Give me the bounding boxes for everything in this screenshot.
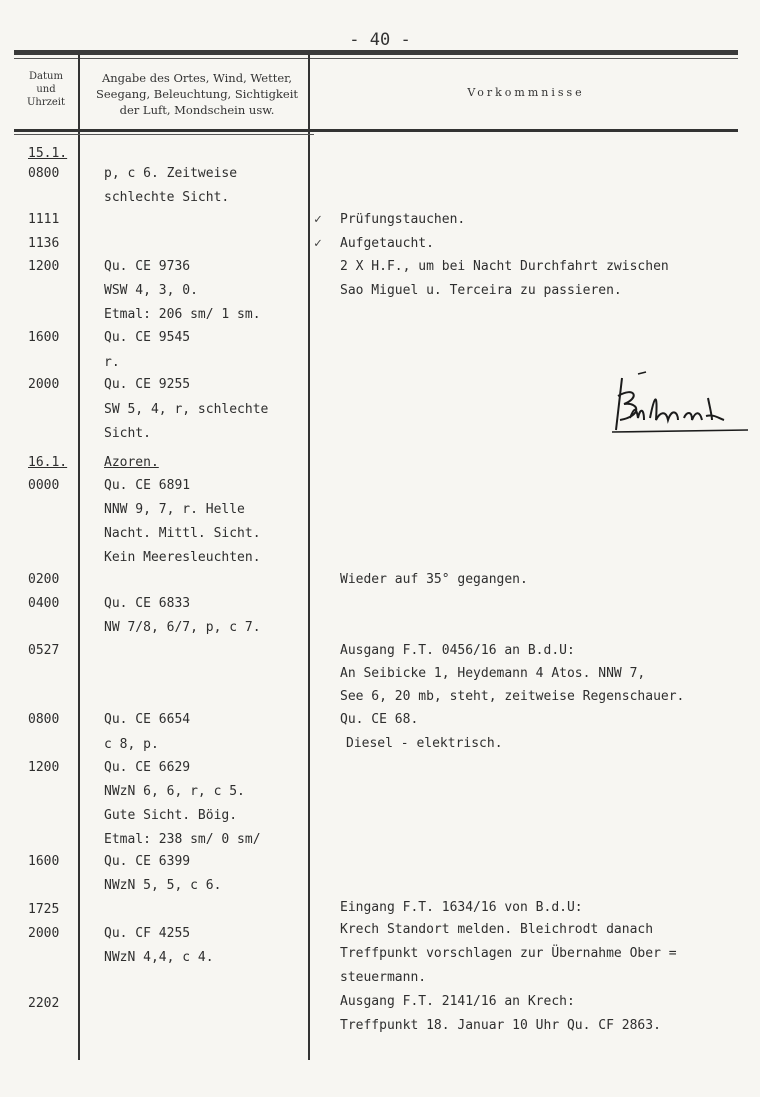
location-cell: Qu. CE 6629 [104,760,191,775]
margin-mark: ✓ [314,212,322,227]
location-cell: schlechte Sicht. [104,190,230,205]
location-cell: Qu. CE 6399 [104,854,191,869]
event-cell: Krech Standort melden. Bleichrodt danach [340,922,654,937]
location-cell: Etmal: 206 sm/ 1 sm. [104,307,261,322]
location-cell: Qu. CE 9255 [104,377,191,392]
time-cell: 0400 [28,596,60,611]
location-cell: Qu. CF 4255 [104,926,191,941]
time-cell: 0800 [28,166,60,181]
date-cell: 16.1. [28,455,68,470]
header-events: Vorkommnisse [467,86,585,99]
location-cell: c 8, p. [104,737,159,752]
time-cell: 0527 [28,643,60,658]
column-divider-1 [78,55,80,1060]
time-cell: 0800 [28,712,60,727]
margin-mark: ✓ [314,236,322,251]
location-cell: Qu. CE 9545 [104,330,191,345]
time-cell: 1600 [28,330,60,345]
time-cell: 1725 [28,902,60,917]
location-cell: NWzN 4,4, c 4. [104,950,214,965]
location-cell: Qu. CE 9736 [104,259,191,274]
time-cell: 1111 [28,212,60,227]
location-cell: Azoren. [104,455,159,470]
time-cell: 1200 [28,259,60,274]
page-number: - 40 - [349,30,411,50]
event-cell: Wieder auf 35° gegangen. [340,572,528,587]
location-cell: NWzN 6, 6, r, c 5. [104,784,245,799]
event-cell: Aufgetaucht. [340,236,434,251]
time-cell: 1600 [28,854,60,869]
date-cell: 15.1. [28,146,68,161]
location-cell: WSW 4, 3, 0. [104,283,198,298]
header-date-time: Datum und Uhrzeit [26,71,66,108]
event-cell: Ausgang F.T. 2141/16 an Krech: [340,994,575,1009]
header-bottom-rule-thin [14,134,314,135]
event-cell: Treffpunkt 18. Januar 10 Uhr Qu. CF 2863. [340,1018,661,1033]
event-cell: Qu. CE 68. [340,712,419,727]
top-rule-thin [14,58,738,59]
location-cell: Nacht. Mittl. Sicht. [104,526,261,541]
time-cell: 2202 [28,996,60,1011]
time-cell: 2000 [28,377,60,392]
event-cell: 2 X H.F., um bei Nacht Durchfahrt zwischen [340,259,669,274]
location-cell: Gute Sicht. Böig. [104,808,238,823]
top-rule [14,50,738,55]
event-cell: Ausgang F.T. 0456/16 an B.d.U: [340,643,575,658]
time-cell: 0200 [28,572,60,587]
commander-signature [600,368,750,443]
time-cell: 1136 [28,236,60,251]
event-cell: An Seibicke 1, Heydemann 4 Atos. NNW 7, [340,666,646,681]
event-cell: Diesel - elektrisch. [346,736,503,751]
location-cell: Qu. CE 6891 [104,478,191,493]
event-cell: Treffpunkt vorschlagen zur Übernahme Ober = [340,946,677,961]
location-cell: p, c 6. Zeitweise [104,166,238,181]
time-cell: 0000 [28,478,60,493]
header-bottom-rule [14,129,738,132]
event-cell: Prüfungstauchen. [340,212,466,227]
event-cell: Sao Miguel u. Terceira zu passieren. [340,283,622,298]
event-cell: steuermann. [340,970,427,985]
location-cell: Etmal: 238 sm/ 0 sm/ [104,832,261,847]
location-cell: NNW 9, 7, r. Helle [104,502,245,517]
location-cell: Sicht. [104,426,151,441]
location-cell: NW 7/8, 6/7, p, c 7. [104,620,261,635]
location-cell: Kein Meeresleuchten. [104,550,261,565]
location-cell: Qu. CE 6833 [104,596,191,611]
column-divider-2 [308,55,310,1060]
time-cell: 1200 [28,760,60,775]
event-cell: See 6, 20 mb, steht, zeitweise Regenschauer. [340,689,685,704]
location-cell: NWzN 5, 5, c 6. [104,878,222,893]
time-cell: 2000 [28,926,60,941]
location-cell: SW 5, 4, r, schlechte [104,402,269,417]
event-cell: Eingang F.T. 1634/16 von B.d.U: [340,900,583,915]
location-cell: Qu. CE 6654 [104,712,191,727]
location-cell: r. [104,355,120,370]
header-place-weather: Angabe des Ortes, Wind, Wetter, Seegang, Beleuchtung, Sichtigkeit der Luft, Mondschein usw. [95,71,299,117]
